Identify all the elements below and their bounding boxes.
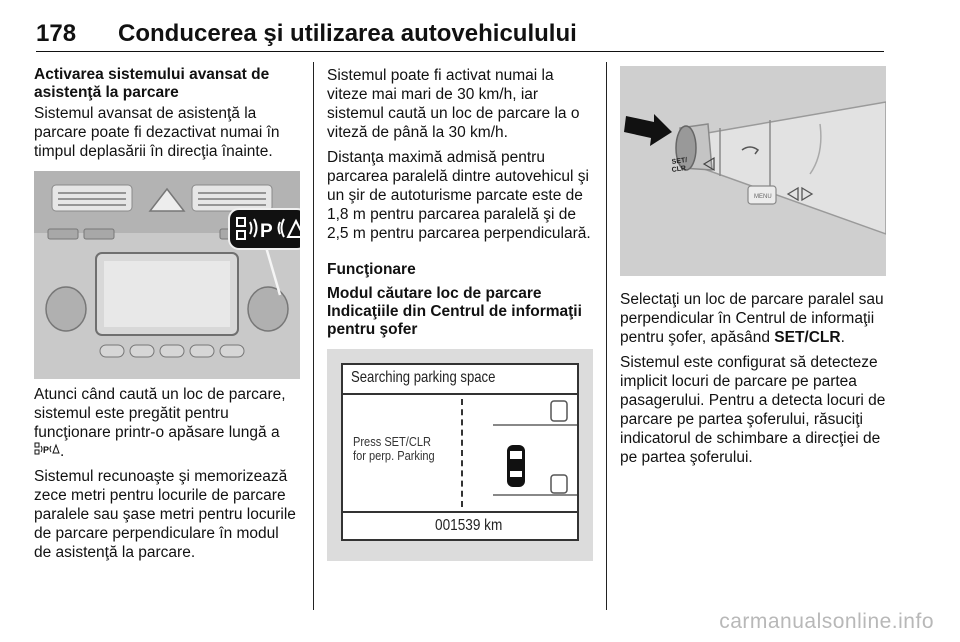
stalk-illustration (620, 66, 886, 276)
odometer-reading: 001539 km (435, 517, 503, 534)
subsection-heading: Indicaţiile din Centrul de informaţii pentru şofer (327, 303, 582, 338)
instruction-line: for perp. Parking (353, 448, 435, 463)
page-header (36, 16, 884, 52)
subsection-heading: Modul căutare loc de parcare (327, 285, 542, 302)
chapter-title: Conducerea şi utilizarea autovehiculului (118, 20, 577, 47)
dashboard-illustration (34, 171, 300, 379)
paragraph-end: . (840, 329, 845, 346)
paragraph-end: . (60, 443, 65, 460)
paragraph: Sistemul recunoaşte şi memorizează zece metri pentru locurile de parcare paralele sau şase metri pentru locurile de parcare perpendiculare în modul de asistenţă la parcare. (34, 468, 296, 562)
section-heading: Funcţionare (327, 261, 416, 278)
set-clr-label-line2: CLR (671, 165, 687, 174)
parking-assist-icon (34, 442, 60, 461)
column-left (34, 66, 300, 562)
paragraph: Sistemul este configurat să detecteze implicit locuri de parcare pe partea pasagerului. Pentru a detecta locuri de parcare pe partea şoferului, răsuciţi indicatorul de schimbare a direcţiei de pe partea şoferului. (620, 354, 886, 466)
set-clr-label-line1: SET/ (671, 156, 688, 166)
svg-text:P: P (43, 445, 50, 456)
dashed-lane-line (461, 399, 463, 507)
page-number: 178 (36, 20, 77, 47)
set-clr-term: SET/CLR (774, 329, 841, 346)
watermark: carmanualsonline.info (719, 610, 934, 633)
paragraph (620, 290, 888, 347)
column-middle (327, 66, 593, 561)
column-divider (313, 62, 314, 610)
menu-label: MENU (754, 194, 772, 200)
display-title: Searching parking space (351, 369, 496, 386)
display-divider (343, 511, 577, 513)
turn-signal-stalk-figure (620, 66, 886, 276)
paragraph: Sistemul poate fi activat numai la viteze mai mari de 30 km/h, iar sistemul caută un loc de parcare la o viteză de până la 30 km/h. (327, 67, 580, 141)
paragraph: Distanţa maximă admisă pentru parcarea paralelă dintre autovehicul şi un şir de autoturisme parcate este de 1,8 m pentru parcarea paralelă şi de 2,5 m pentru parcarea perpendiculară. (327, 149, 591, 242)
parking-scene (493, 399, 577, 509)
paragraph (34, 385, 300, 461)
instruction-line: Press SET/CLR (353, 434, 431, 449)
vehicle-icon (507, 445, 525, 487)
display-divider (343, 393, 577, 395)
display-screen (341, 363, 579, 541)
driver-info-display-figure (327, 349, 593, 561)
display-instruction (353, 435, 435, 463)
svg-text:P: P (260, 221, 273, 242)
column-divider (606, 62, 607, 610)
paragraph-text: Selectaţi un loc de parcare paralel sau perpendicular în Centrul de informaţii pentru şofer, apăsând (620, 291, 884, 346)
parked-car-icon (551, 401, 567, 421)
section-heading: Activarea sistemului avansat de asistenţă la parcare (34, 66, 270, 101)
paragraph-text: Atunci când caută un loc de parcare, sistemul este pregătit pentru funcţionare printr-o apăsare lungă a (34, 386, 286, 441)
column-right (620, 66, 888, 467)
parked-car-icon (551, 475, 567, 493)
paragraph: Sistemul avansat de asistenţă la parcare poate fi dezactivat numai în timpul deplasării în direcţia înainte. (34, 105, 280, 160)
